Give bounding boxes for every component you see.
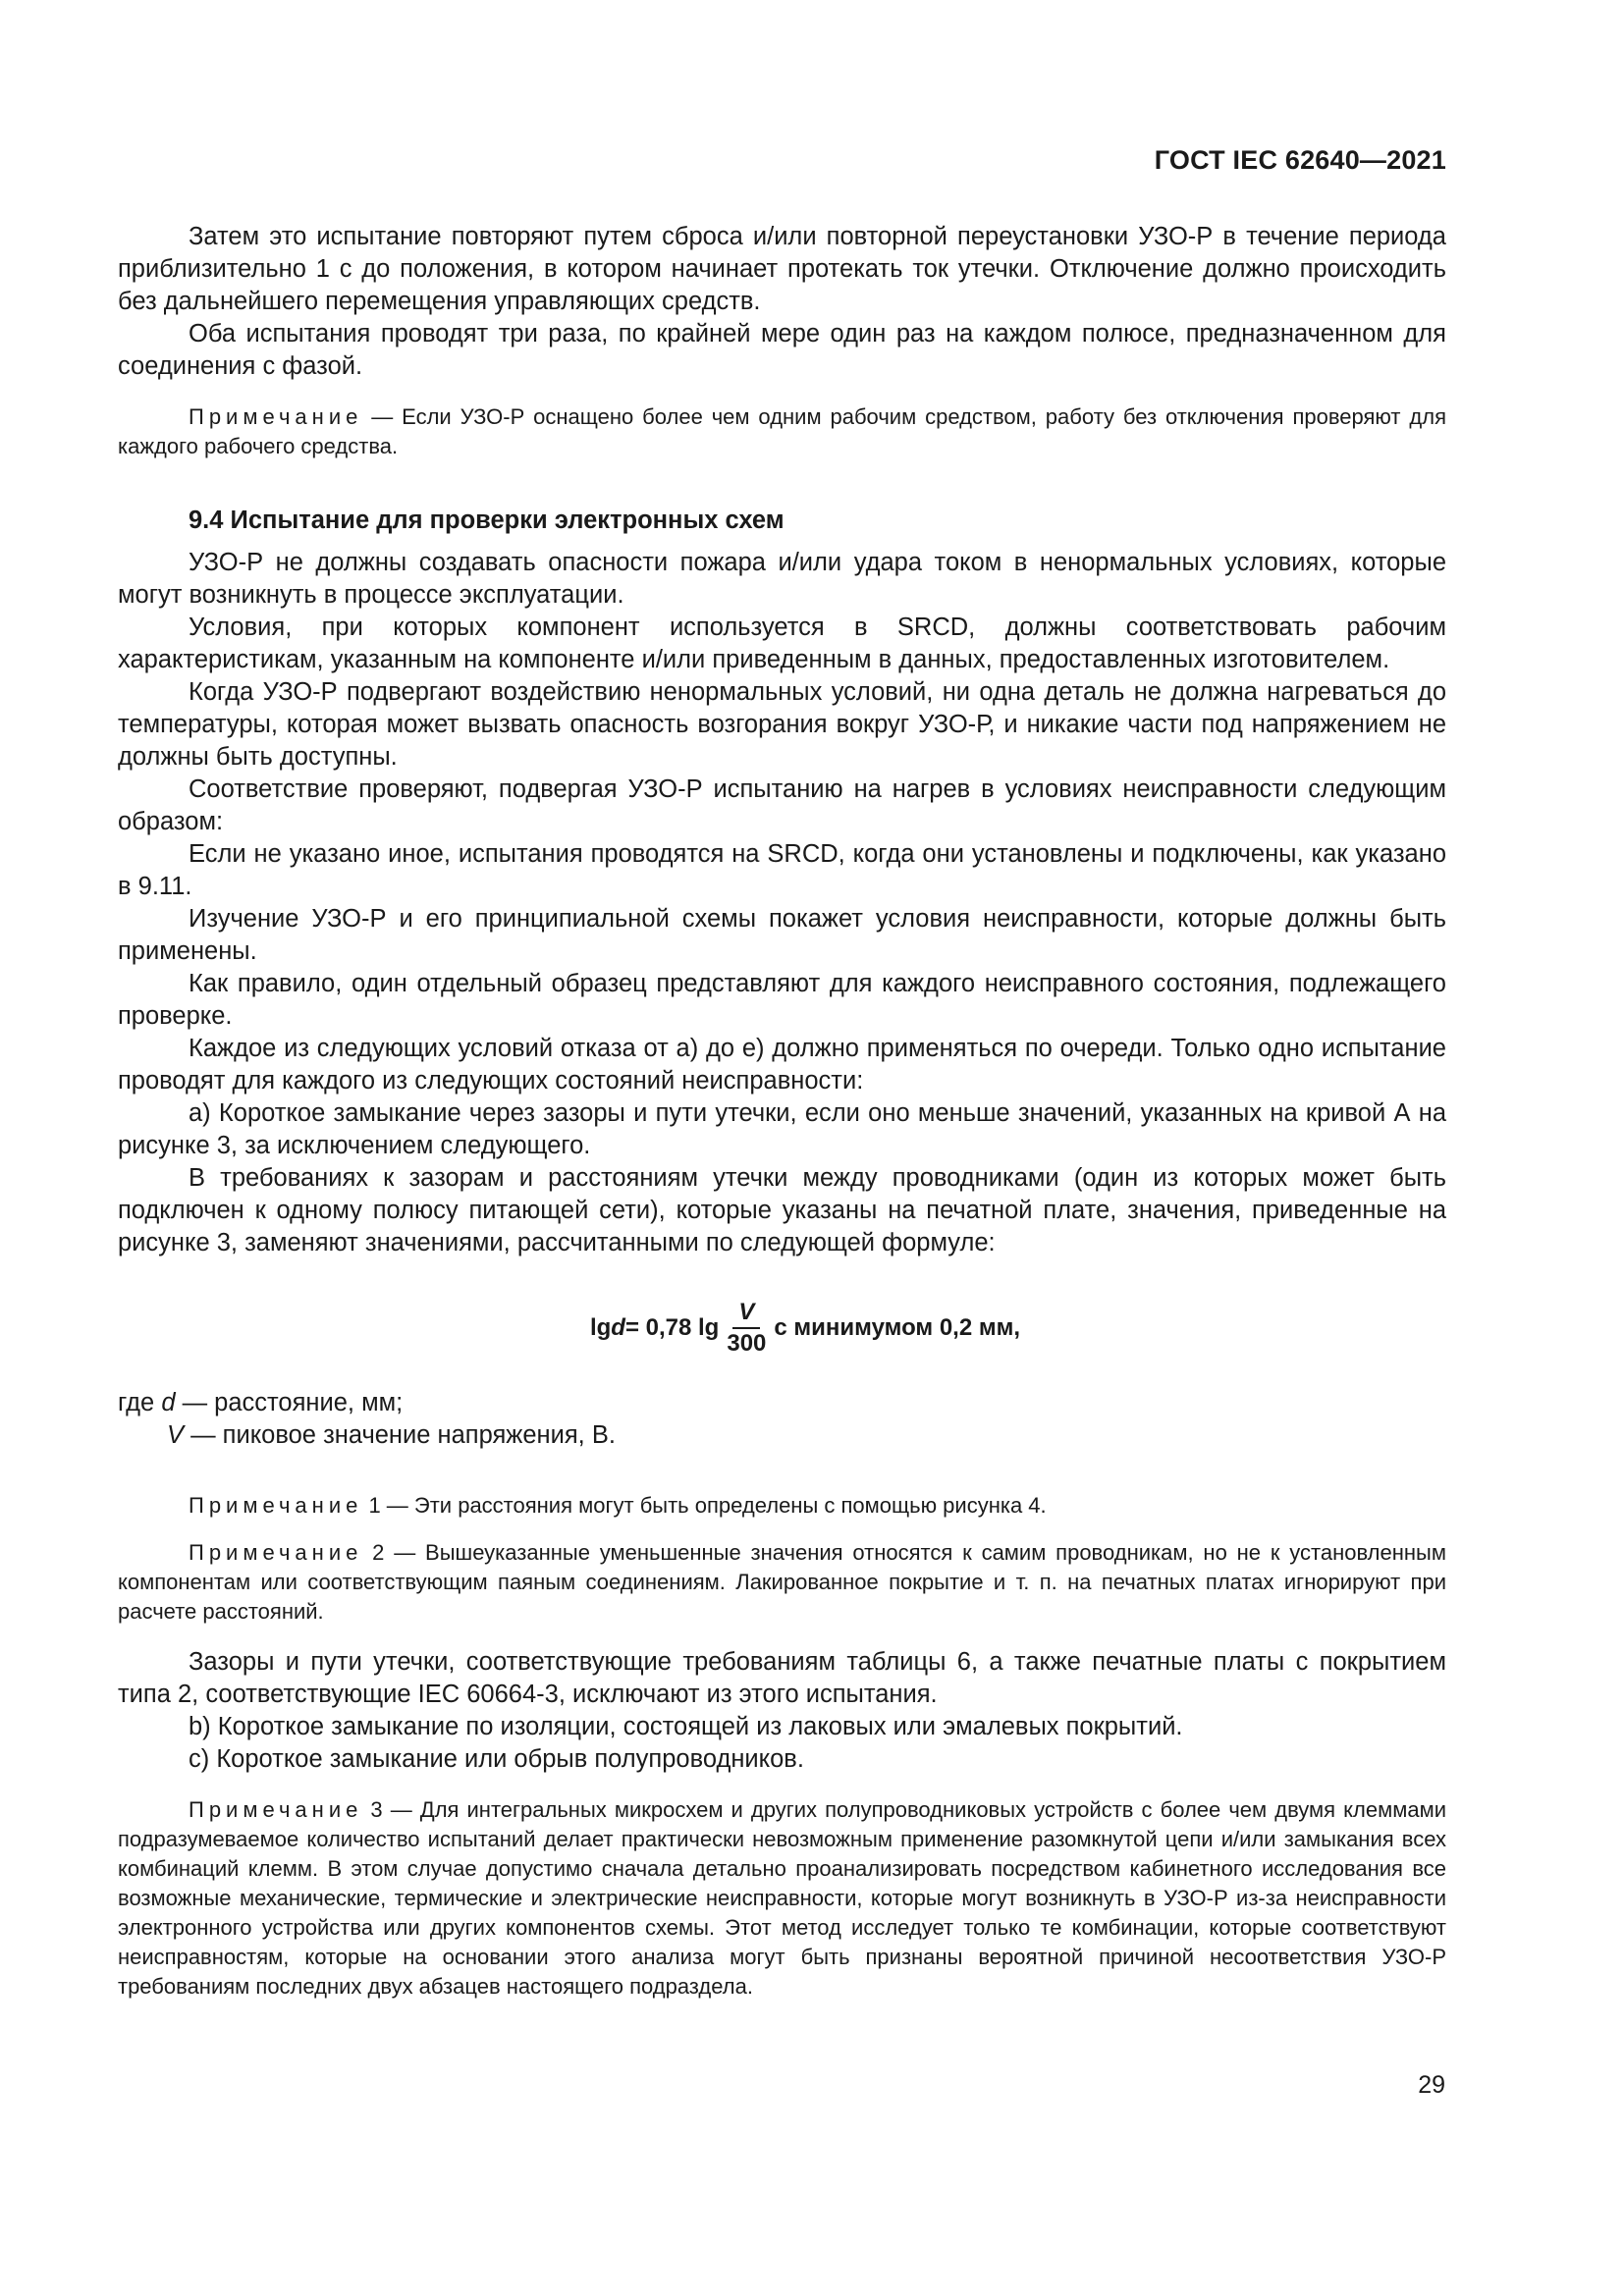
note-label: Примечание	[189, 1540, 363, 1565]
paragraph: Соответствие проверяют, подвергая УЗО-Р испытанию на нагрев в условиях неисправности следующим образом:	[118, 775, 1446, 835]
note-text: — Если УЗО-Р оснащено более чем одним рабочим средством, работу без отключения проверяют для каждого рабочего средства.	[118, 404, 1446, 458]
note	[118, 402, 1446, 461]
paragraph: Зазоры и пути утечки, соответствующие требованиям таблицы 6, а также печатные платы с покрытием типа 2, соответствующие IEC 60664-3, исключают из этого испытания.	[118, 1648, 1446, 1708]
formula-fraction	[727, 1298, 766, 1359]
note-text: 2 — Вышеуказанные уменьшенные значения относятся к самим проводникам, но не к установленным компонентам или соответствующим паяным соединениям. Лакированное покрытие и т. п. на печатных платах игнорируют при расчете расстояний.	[118, 1540, 1446, 1624]
formula-denominator: 300	[727, 1330, 767, 1357]
formula	[118, 1281, 1492, 1375]
paragraph: УЗО-Р не должны создавать опасности пожара и/или удара током в ненормальных условиях, которые могут возникнуть в процессе эксплуатации.	[118, 549, 1446, 609]
paragraph: Затем это испытание повторяют путем сброса и/или повторной переустановки УЗО-Р в течение периода приблизительно 1 с до положения, в котором начинает протекать ток утечки. Отключение должно происходить без дальнейшего перемещения управляющих средств.	[118, 223, 1446, 315]
formula-numerator: V	[732, 1298, 760, 1329]
where-text-v: — пиковое значение напряжения, В.	[184, 1421, 616, 1449]
paragraph: Изучение УЗО-Р и его принципиальной схемы покажет условия неисправности, которые должны быть применены.	[118, 905, 1446, 965]
paragraph: Как правило, один отдельный образец представляют для каждого неисправного состояния, подлежащего проверке.	[118, 970, 1446, 1030]
paragraph: Если не указано иное, испытания проводятся на SRCD, когда они установлены и подключены, как указано в 9.11.	[118, 840, 1446, 900]
note	[118, 1795, 1446, 2002]
where-prefix: где	[118, 1389, 162, 1416]
document-code: ГОСТ IEC 62640—2021	[1154, 145, 1446, 175]
note-label: Примечание	[189, 404, 363, 429]
where-var-v: V	[167, 1421, 185, 1449]
note	[118, 1538, 1446, 1627]
paragraph: а) Короткое замыкание через зазоры и пути утечки, если оно меньше значений, указанных на кривой А на рисунке 3, за исключением следующего.	[118, 1099, 1446, 1159]
formula-var-d: d	[611, 1314, 625, 1341]
where-text-d: — расстояние, мм;	[175, 1389, 404, 1416]
where-block	[118, 1387, 1446, 2002]
section-heading: 9.4 Испытание для проверки электронных схем	[189, 507, 785, 534]
paragraph: Когда УЗО-Р подвергают воздействию ненормальных условий, ни одна деталь не должна нагреваться до температуры, которая может вызвать опасность возгорания вокруг УЗО-Р, и никакие части под напряжением не должны быть доступны.	[118, 678, 1446, 771]
paragraph: Оба испытания проводят три раза, по крайней мере один раз на каждом полюсе, предназначенном для соединения с фазой.	[118, 320, 1446, 380]
paragraph: Каждое из следующих условий отказа от а) до е) должно применяться по очереди. Только одно испытание проводят для каждого из следующих состояний неисправности:	[118, 1035, 1446, 1095]
list-item: b) Короткое замыкание по изоляции, состоящей из лаковых или эмалевых покрытий.	[189, 1713, 1183, 1740]
where-var-d: d	[161, 1389, 176, 1416]
where-line-d	[118, 1387, 1446, 1419]
formula-right: с минимумом 0,2 мм,	[774, 1314, 1021, 1341]
where-line-v	[118, 1419, 1446, 1452]
paragraph: Условия, при которых компонент используется в SRCD, должны соответствовать рабочим характеристикам, указанным на компоненте и/или приведенным в данных, предоставленных изготовителем.	[118, 614, 1446, 673]
note-text: 3 — Для интегральных микросхем и других полупроводниковых устройств с более чем двумя клеммами подразумеваемое количество испытаний делает практически невозможным применение разомкнутой цепи и/или замыкания всех комбинаций клемм. В этом случае допустимо сначала детально проанализировать посредством кабинетного исследования все возможные механические, термические и электрические неисправности, которые могут возникнуть в УЗО-Р из-за неисправности электронного устройства или других компонентов схемы. Этот метод исследует только те комбинации, которые соответствуют неисправностям, которые на основании этого анализа могут быть признаны вероятной причиной несоответствия УЗО-Р требованиям последних двух абзацев настоящего подраздела.	[118, 1797, 1446, 1999]
note	[118, 1491, 1446, 1521]
note-text: 1 — Эти расстояния могут быть определены с помощью рисунка 4.	[362, 1493, 1047, 1518]
formula-mid: = 0,78 lg	[624, 1314, 720, 1341]
note-label: Примечание	[189, 1797, 363, 1822]
note-label: Примечание	[189, 1493, 363, 1518]
list-item: c) Короткое замыкание или обрыв полупроводников.	[189, 1745, 804, 1773]
paragraph: В требованиях к зазорам и расстояниям утечки между проводниками (один из которых может быть подключен к одному полюсу питающей сети), которые указаны на печатной плате, значения, приведенные на рисунке 3, заменяют значениями, рассчитанными по следующей формуле:	[118, 1164, 1446, 1256]
page-body	[118, 221, 1446, 1259]
page-number: 29	[1418, 2071, 1445, 2099]
formula-lg: lg	[589, 1314, 612, 1341]
